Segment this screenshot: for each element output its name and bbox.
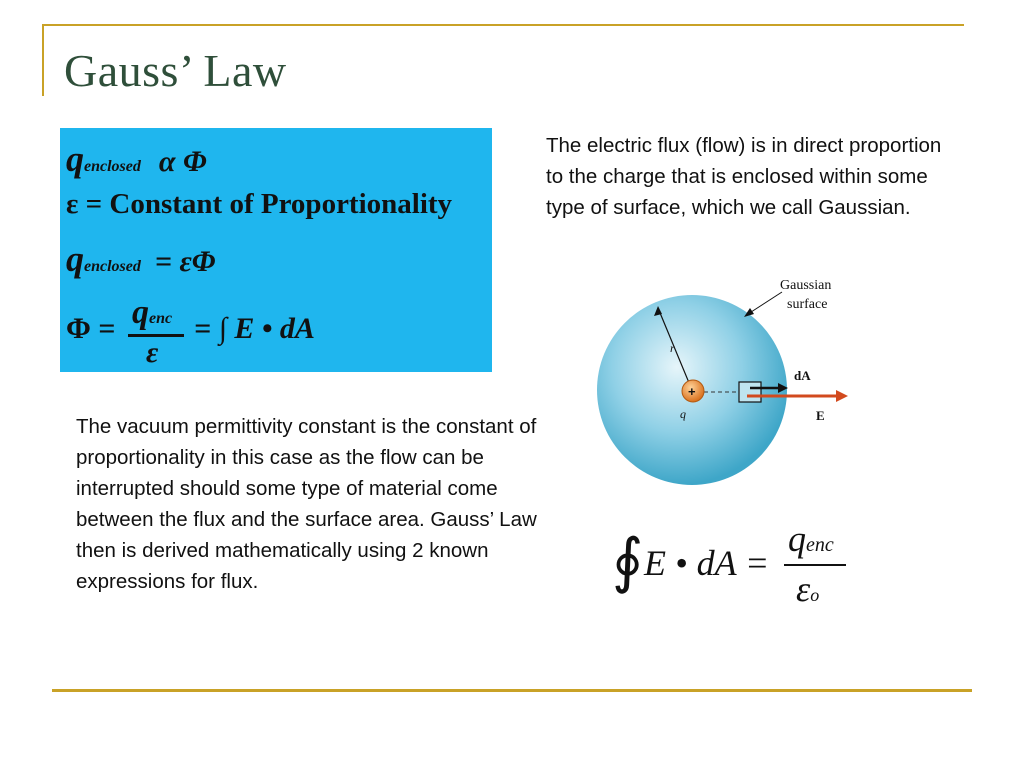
- frame-bottom-line: [52, 689, 972, 692]
- charge-label: q: [680, 407, 686, 421]
- formula-line-4: [66, 294, 486, 369]
- gauss-law-equation: [612, 519, 852, 622]
- frame-left-line: [42, 24, 44, 96]
- formula-line-2: [66, 188, 452, 221]
- frame-top-line: [42, 24, 964, 26]
- field-label: E: [816, 408, 825, 423]
- surface-label-line1: Gaussian: [780, 278, 832, 293]
- surface-pointer: [748, 292, 782, 314]
- permittivity-description: The vacuum permittivity constant is the constant of proportionality in this case as the flow can be interrupted should some type of material come between the flux and the surface area. Gauss’ Law then is derived mathematically using 2 known expressions for flux.: [76, 415, 537, 593]
- formula-integral-rhs: = ∫ E • dA: [194, 312, 315, 345]
- charge-sign: +: [688, 384, 696, 399]
- formula-line-1: [66, 138, 207, 180]
- formula-box: [60, 128, 492, 372]
- formula-rhs: α Φ: [158, 145, 207, 178]
- equation-lhs: E • dA =: [644, 543, 770, 583]
- formula-q: q: [66, 139, 84, 179]
- equation-fraction-bar: [784, 564, 846, 566]
- formula-q: q: [66, 239, 84, 279]
- slide-title: Gauss’ Law: [64, 45, 287, 96]
- formula-subscript: enclosed: [84, 258, 141, 275]
- formula-subscript: enclosed: [84, 158, 141, 175]
- area-element: [739, 382, 761, 402]
- formula-text: ε = Constant of Proportionality: [66, 188, 453, 220]
- equation-denominator: εo: [796, 569, 820, 609]
- area-label: dA: [794, 368, 811, 383]
- closed-integral-symbol: ∮: [612, 528, 644, 594]
- gaussian-surface-diagram: [582, 270, 882, 495]
- formula-rhs: = εΦ: [154, 245, 216, 278]
- formula-denominator: ε: [146, 336, 159, 369]
- formula-numerator: qenc: [132, 294, 173, 331]
- radius-label: r: [670, 341, 675, 355]
- formula-line-3: [66, 238, 215, 280]
- field-vector-arrowhead: [836, 390, 848, 402]
- surface-label-line2: surface: [787, 297, 828, 312]
- equation-numerator: qenc: [788, 519, 834, 559]
- flux-description: The electric flux (flow) is in direct proportion to the charge that is enclosed within some type of surface, which we call Gaussian.: [546, 134, 942, 219]
- formula-lhs: Φ =: [66, 312, 116, 345]
